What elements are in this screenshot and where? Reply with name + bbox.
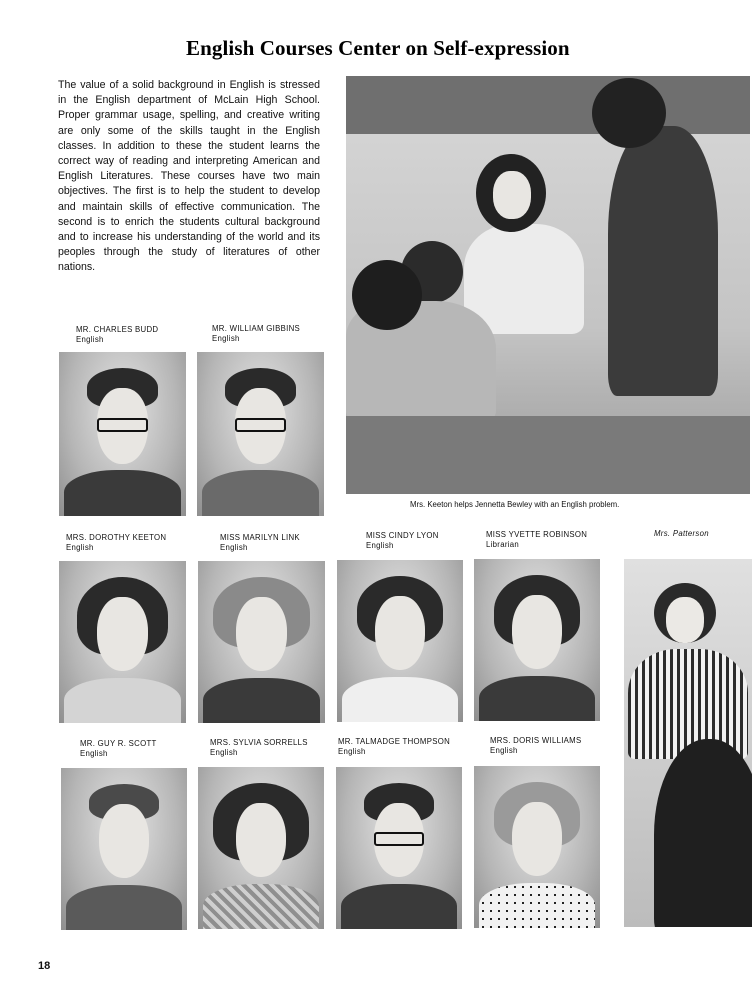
classroom-desk: [346, 416, 750, 494]
faculty-caption: [486, 530, 587, 550]
faculty-name: MRS. DORIS WILLIAMS: [490, 736, 582, 745]
faculty-role: Librarian: [486, 540, 520, 549]
faculty-portrait: [61, 768, 187, 930]
patterson-striped-blouse: [628, 649, 748, 759]
faculty-name: MISS MARILYN LINK: [220, 533, 300, 542]
faculty-caption: [338, 737, 450, 757]
face-shape: [512, 802, 562, 877]
faculty-caption: [66, 533, 166, 553]
faculty-role: English: [212, 334, 240, 343]
intro-paragraph: [58, 78, 320, 276]
faculty-portrait: [59, 352, 186, 516]
faculty-name: MISS YVETTE ROBINSON: [486, 530, 588, 539]
face-shape: [236, 803, 286, 878]
faculty-role: English: [338, 747, 366, 756]
shoulders-shape: [479, 883, 595, 928]
faculty-name: MR. GUY R. SCOTT: [80, 739, 157, 748]
faculty-role: English: [66, 543, 94, 552]
intro-text: The value of a solid background in English is stressed in the English department of McLain High School. Proper grammar usage, spelling, and creative writing are only some of the skills taught in the English classes. In addition to these the student learns the correct way of reading and interpreting American and English Literatures. These courses have two main objectives. The first is to help the student to develop and maintain skills of effective communication. The second is to enrich the students cultural background and to increase his understanding of the world and its peoples through the study of literatures of other nations.: [58, 79, 320, 274]
shoulders-shape: [66, 885, 182, 930]
shoulders-shape: [203, 678, 320, 723]
faculty-role: English: [366, 541, 394, 550]
faculty-name: MRS. DOROTHY KEETON: [66, 533, 167, 542]
faculty-portrait: [198, 767, 324, 929]
face-shape: [375, 596, 425, 671]
faculty-caption: [76, 325, 158, 345]
face-shape: [236, 597, 287, 672]
glasses-shape: [97, 418, 148, 433]
page-title: English Courses Center on Self-expression: [186, 36, 570, 60]
faculty-portrait: [474, 766, 600, 928]
face-shape: [97, 597, 148, 672]
patterson-face: [666, 597, 704, 643]
shoulders-shape: [202, 470, 319, 516]
shoulders-shape: [479, 676, 595, 721]
faculty-name: MR. TALMADGE THOMPSON: [338, 737, 451, 746]
faculty-caption: [212, 324, 300, 344]
patterson-photo: [624, 559, 752, 927]
glasses-shape: [374, 832, 424, 847]
classroom-caption: Mrs. Keeton helps Jennetta Bewley with an English problem.: [410, 500, 620, 509]
faculty-role: English: [220, 543, 248, 552]
student-boy-head: [352, 260, 422, 330]
face-shape: [99, 804, 149, 879]
shoulders-shape: [64, 470, 181, 516]
faculty-portrait: [474, 559, 600, 721]
page-number: 18: [38, 960, 51, 972]
faculty-caption: [220, 533, 300, 553]
patterson-label: Mrs. Patterson: [654, 529, 709, 538]
faculty-caption: [80, 739, 157, 759]
faculty-caption: [490, 736, 581, 756]
faculty-portrait: [337, 560, 463, 722]
student-girl-face: [493, 171, 531, 219]
faculty-role: English: [490, 746, 518, 755]
faculty-role: English: [76, 335, 104, 344]
faculty-role: English: [210, 748, 238, 757]
shoulders-shape: [64, 678, 181, 723]
faculty-name: MISS CINDY LYON: [366, 531, 439, 540]
teacher-head: [592, 78, 666, 148]
faculty-name: MR. CHARLES BUDD: [76, 325, 159, 334]
faculty-role: English: [80, 749, 108, 758]
glasses-shape: [235, 418, 286, 433]
shoulders-shape: [342, 677, 458, 722]
student-back-figure: [654, 739, 752, 927]
shoulders-shape: [341, 884, 457, 929]
classroom-board: [346, 76, 750, 134]
face-shape: [512, 595, 562, 670]
faculty-name: MR. WILLIAM GIBBINS: [212, 324, 301, 333]
classroom-photo: [346, 76, 750, 494]
faculty-caption: [366, 531, 439, 551]
faculty-portrait: [197, 352, 324, 516]
teacher-figure: [608, 126, 718, 396]
shoulders-shape: [203, 884, 319, 929]
faculty-caption: [210, 738, 308, 758]
faculty-portrait: [336, 767, 462, 929]
faculty-portrait: [59, 561, 186, 723]
faculty-name: MRS. SYLVIA SORRELLS: [210, 738, 308, 747]
faculty-portrait: [198, 561, 325, 723]
